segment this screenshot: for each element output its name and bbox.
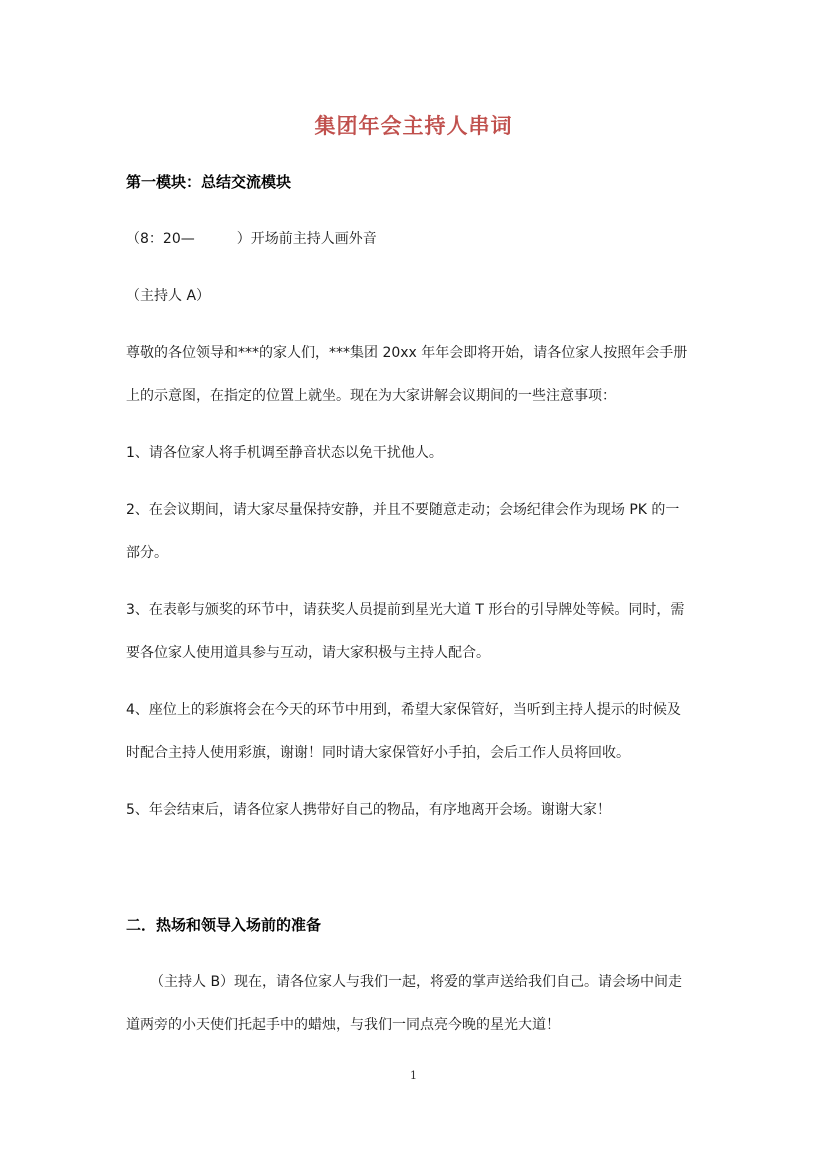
notice-item-1: 1、请各位家人将手机调至静音状态以免干扰他人。	[126, 445, 443, 461]
host-b-line-2: 道两旁的小天使们托起手中的蜡烛，与我们一同点亮今晚的星光大道！	[126, 1017, 560, 1033]
section1-heading: 第一模块：总结交流模块	[126, 173, 292, 191]
page-number: 1	[410, 1069, 417, 1082]
notice-item-3-line-2: 要各位家人使用道具参与互动，请大家积极与主持人配合。	[126, 645, 490, 661]
notice-item-5: 5、年会结束后，请各位家人携带好自己的物品，有序地离开会场。谢谢大家！	[126, 802, 611, 818]
notice-item-2-line-1: 2、在会议期间，请大家尽量保持安静，并且不要随意走动；会场纪律会作为现场 PK 的一	[126, 502, 680, 518]
host-b-line-1: （主持人 B）现在，请各位家人与我们一起，将爱的掌声送给我们自己。请会场中间走	[150, 974, 683, 990]
notice-item-4-line-2: 时配合主持人使用彩旗，谢谢！同时请大家保管好小手拍，会后工作人员将回收。	[126, 745, 630, 761]
intro-line-1: 尊敬的各位领导和***的家人们，***集团 20xx 年年会即将开始，请各位家人按照年会手册	[126, 345, 688, 361]
section2-heading: 二．热场和领导入场前的准备	[126, 916, 322, 934]
notice-item-4-line-1: 4、座位上的彩旗将会在今天的环节中用到，希望大家保管好，当听到主持人提示的时候及	[126, 702, 681, 718]
time-note: （8：20— ）开场前主持人画外音	[126, 231, 377, 247]
host-a-label: （主持人 A）	[126, 288, 211, 304]
notice-item-3-line-1: 3、在表彰与颁奖的环节中，请获奖人员提前到星光大道 T 形台的引导牌处等候。同时，需	[126, 602, 685, 618]
notice-item-2-line-2: 部分。	[126, 545, 168, 561]
intro-line-2: 上的示意图，在指定的位置上就坐。现在为大家讲解会议期间的一些注意事项：	[126, 388, 616, 404]
document-title: 集团年会主持人串词	[314, 114, 513, 138]
